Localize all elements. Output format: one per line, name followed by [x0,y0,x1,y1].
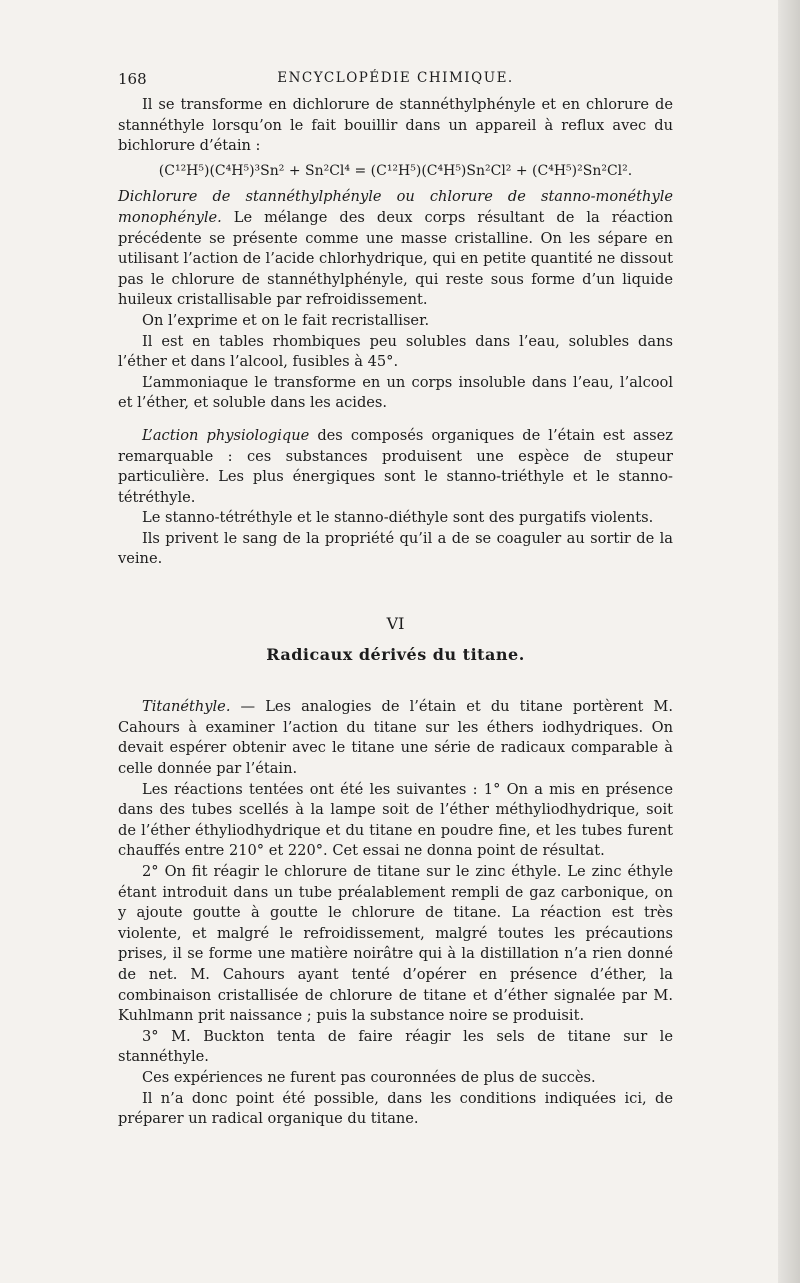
paragraph: L’ammoniaque le transforme en un corps insoluble dans l’eau, l’alcool et l’éther, et soluble dans les acides. [118,373,673,412]
paragraph-lead: Dichlorure de stannéthylphényle ou chlorure de stanno-monéthyle monophényle. [118,188,673,226]
paragraph: 2° On fit réagir le chlorure de titane sur le zinc éthyle. Le zinc éthyle étant introduit dans un tube préalablement rempli de gaz carbonique, on y ajoute goutte à goutte le chlorure de titane. La réaction est très violente, et malgré le refroidissement, malgré toutes les précautions prises, il se forme une matière noirâtre qui à la distillation n’a rien donné de net. M. Cahours ayant tenté d’opérer en présence d’éther, la combinaison cristallisée de chlorure de titane et d’éther signalée par M. Kuhlmann prit naissance ; puis la substance noire se produisit. [118,863,673,1025]
page-header [118,70,673,92]
paragraph [118,426,673,508]
paragraph-lead: L’action physiologique [142,426,310,444]
paragraph-lead: Titanéthyle. [142,698,231,716]
paragraph: Il n’a donc point été possible, dans les conditions indiquées ici, de préparer un radical organique du titane. [118,1089,673,1128]
paragraph-body: — Les analogies de l’étain et du titane portèrent M. Cahours à examiner l’action du titane sur les éthers iodhydriques. On devait espérer obtenir avec le titane une série de radicaux comparable à celle donnée par l’étain. [118,698,673,778]
page-number: 168 [118,70,147,88]
paragraph: Ils privent le sang de la propriété qu’il a de se coaguler au sortir de la veine. [118,529,673,568]
paragraph: On l’exprime et on le fait recristalliser. [142,311,430,329]
paragraph: Ces expériences ne furent pas couronnées de plus de succès. [142,1068,596,1086]
paragraph: Il est en tables rhombiques peu solubles dans l’eau, solubles dans l’éther et dans l’alcool, fusibles à 45°. [118,332,673,371]
body-text [118,95,673,1130]
paragraph: Les réactions tentées ont été les suivantes : 1° On a mis en présence dans des tubes scellés à la lampe soit de l’éther méthyliodhydrique, soit de l’éther éthyliodhydrique et du titane en poudre fine, et les tubes furent chauffés entre 210° et 220°. Cet essai ne donna point de résultat. [118,780,673,860]
paragraph-body: des composés organiques de l’étain est assez remarquable : ces substances produisent une espèce de stupeur particulière. Les plus énergiques sont le stanno-triéthyle et le stanno-tétréthyle. [118,426,673,506]
page-edge-shadow [778,0,800,1283]
paragraph [118,697,673,779]
paragraph: Il se transforme en dichlorure de stannéthylphényle et en chlorure de stannéthyle lorsqu’on le fait bouillir dans un appareil à reflux avec du bichlorure d’étain : [118,96,673,155]
paragraph: 3° M. Buckton tenta de faire réagir les sels de titane sur le stannéthyle. [118,1027,673,1066]
paragraph-body: Le mélange des deux corps résultant de la réaction précédente se présente comme une masse cristalline. On les sépare en utilisant l’action de l’acide chlorhydrique, qui en petite quantité ne dissout pas le chlorure de stannéthylphényle, qui reste sous forme d’un liquide huileux cristallisable par refroidissement. [118,208,673,309]
paragraph: Le stanno-tétréthyle et le stanno-diéthyle sont des purgatifs violents. [142,509,654,527]
running-head: ENCYCLOPÉDIE CHIMIQUE. [277,70,514,86]
section-number: VI [386,614,405,634]
section-title: Radicaux dérivés du titane. [266,644,525,664]
chemical-equation: (C¹²H⁵)(C⁴H⁵)³Sn² + Sn²Cl⁴ = (C¹²H⁵)(C⁴H⁵)Sn²Cl² + (C⁴H⁵)²Sn²Cl². [158,162,633,179]
paragraph [118,187,673,311]
